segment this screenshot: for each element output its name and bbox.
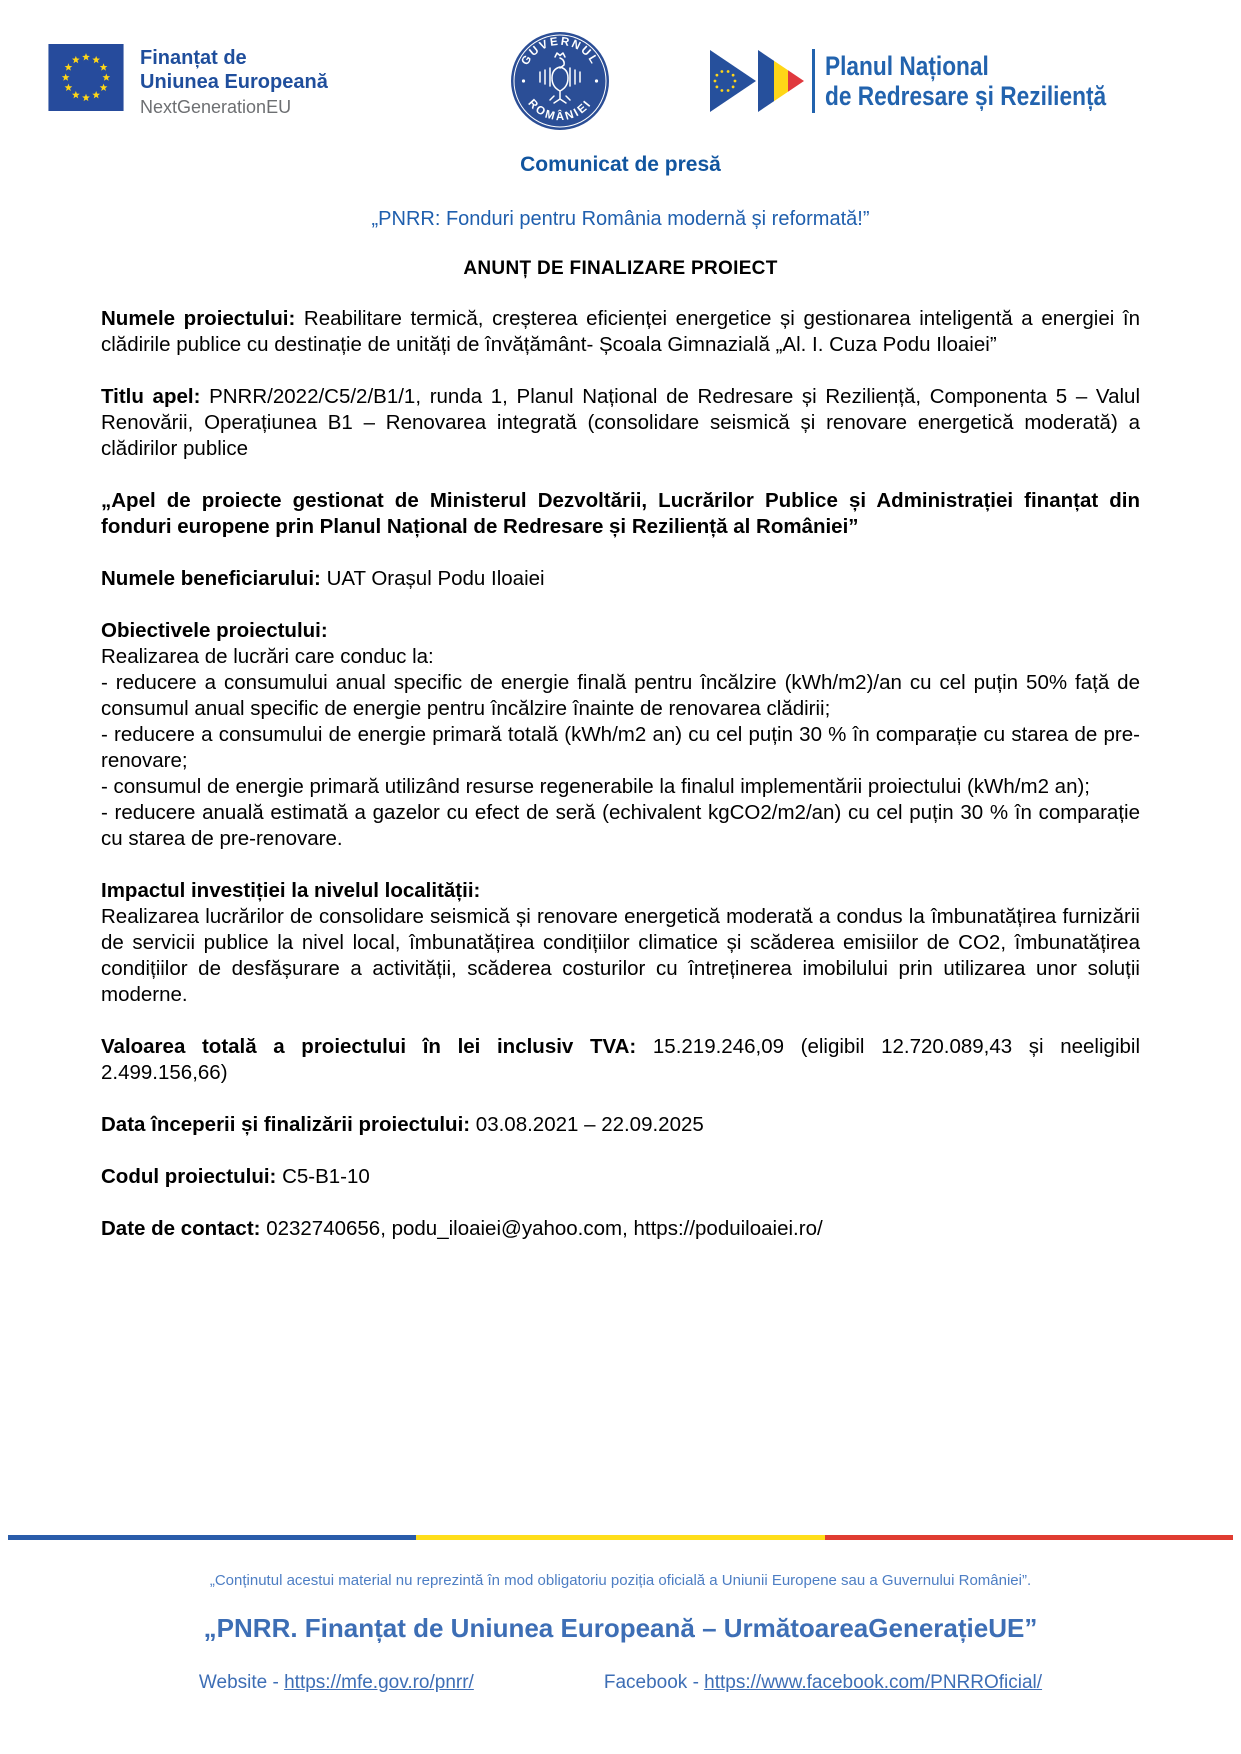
eu-funded-line2: Uniunea Europeană [140, 71, 328, 93]
beneficiary-label: Numele beneficiarului: [101, 567, 321, 590]
project-dates-paragraph [101, 1112, 1140, 1138]
facebook-label: Facebook - [603, 1672, 699, 1693]
total-value-amount: 15.219.246,09 (eligibil 12.720.089,43 și neeligibil 2.499.156,66) [101, 1035, 1141, 1084]
call-title-paragraph [101, 384, 1140, 462]
beneficiary-paragraph [101, 566, 1140, 592]
call-title-value: PNRR/2022/C5/2/B1/1, runda 1, Planul Național de Redresare și Reziliență, Componenta 5 – Valul Renovării, Operațiunea B1 – Renovarea integrată (consolidare seismică și renovare energetică moderată) a clădirilor publice [101, 385, 1140, 460]
pnrr-logo-text [825, 51, 1106, 111]
project-dates-label: Data începerii și finalizării proiectului: [101, 1113, 471, 1136]
project-code-value: C5-B1-10 [282, 1165, 370, 1188]
tricolor-yellow-segment [416, 1535, 824, 1540]
objective-item-3: - consumul de energie primară utilizând resurse regenerabile la finalul implementării proiectului (kWh/m2 an); [101, 775, 1091, 798]
objectives-intro: Realizarea de lucrări care conduc la: [101, 645, 434, 668]
facebook-link-group [604, 1672, 1042, 1694]
website-link-group [199, 1672, 474, 1694]
total-value-label: Valoarea totală a proiectului în lei inclusiv TVA: [101, 1035, 637, 1058]
impact-heading: Impactul investiției la nivelul localității: [101, 879, 481, 902]
project-code-label: Codul proiectului: [101, 1165, 277, 1188]
objective-item-4: - reducere anuală estimată a gazelor cu efect de seră (echivalent kgCO2/m2/an) cu cel puțin 30 % în comparație cu starea de pre-renovare. [101, 801, 1140, 850]
beneficiary-value: UAT Orașul Podu Iloaiei [326, 567, 545, 590]
project-code-paragraph [101, 1164, 1140, 1190]
objective-item-1: - reducere a consumului anual specific de energie finală pentru încălzire (kWh/m2)/an cu cel puțin 50% față de consumul anual specific de energie pentru încălzire înainte de renovarea clădirii; [101, 671, 1140, 720]
page-title: Comunicat de presă [520, 153, 721, 176]
project-name-label: Numele proiectului: [101, 307, 296, 330]
seal-text-top: GUVERNUL [519, 35, 601, 68]
announcement-title: ANUNȚ DE FINALIZARE PROIECT [463, 258, 778, 279]
impact-paragraph: Realizarea lucrărilor de consolidare seismică și renovare energetică moderată a condus la îmbunatățirea furnizării de servicii publice la nivel local, îmbunatățirea condițiilor climatice și scăderea emisiilor de CO2, îmbunatățirea condițiilor de desfășurare a activității, scăderea costurilor cu întreținerea imobilului prin utilizarea unor soluții moderne. [101, 905, 1140, 1006]
eu-flag-icon [48, 44, 124, 111]
header-logos [0, 0, 1241, 135]
eu-funded-logo [48, 44, 328, 120]
pnrr-logo-line2: de Redresare și Reziliență [825, 81, 1107, 111]
objective-item-2: - reducere a consumului de energie primară totală (kWh/m2 an) cu cel puțin 30 % în comparație cu starea de pre-renovare; [101, 723, 1140, 772]
romanian-government-seal [510, 31, 610, 131]
pnrr-logo-divider [812, 49, 815, 113]
seal-text-bottom: ROMÂNIEI [525, 97, 595, 124]
call-title-label: Titlu apel: [101, 385, 201, 408]
contact-value: 0232740656, podu_iloaiei@yahoo.com, https://poduiloaiei.ro/ [266, 1217, 823, 1240]
page-footer [0, 1535, 1241, 1694]
pnrr-motto: „PNRR: Fonduri pentru România modernă și reformată!” [371, 208, 870, 230]
eu-nextgeneration-label: NextGenerationEU [140, 97, 292, 117]
eu-funded-line1: Finanțat de [140, 47, 247, 69]
facebook-link[interactable]: https://www.facebook.com/PNRROficial/ [704, 1672, 1043, 1693]
project-name-value: Reabilitare termică, creșterea eficienței energetice și gestionarea inteligentă a energiei în clădirile publice cu destinație de unități de învățământ- Școala Gimnazială „Al. I. Cuza Podu Iloaiei” [101, 307, 1140, 356]
pnrr-logo-line1: Planul Național [825, 51, 989, 81]
website-label: Website - [198, 1672, 279, 1693]
tricolor-divider [8, 1535, 1233, 1540]
tricolor-blue-segment [8, 1535, 416, 1540]
contact-paragraph [101, 1216, 1140, 1242]
document-body [101, 153, 1140, 1242]
website-link[interactable]: https://mfe.gov.ro/pnrr/ [284, 1672, 474, 1693]
pnrr-arrows-icon [710, 49, 806, 113]
tricolor-red-segment [825, 1535, 1233, 1540]
pnrr-logo [710, 49, 1160, 113]
footer-slogan: „PNRR. Finanțat de Uniunea Europeană – UrmătoareaGenerațieUE” [203, 1613, 1038, 1643]
project-dates-value: 03.08.2021 – 22.09.2025 [475, 1113, 704, 1136]
eu-logo-text [140, 44, 328, 120]
footer-links [0, 1672, 1241, 1694]
project-name-paragraph [101, 306, 1140, 358]
total-value-paragraph [101, 1034, 1140, 1086]
contact-label: Date de contact: [101, 1217, 261, 1240]
objectives-heading: Obiectivele proiectului: [101, 619, 328, 642]
footer-disclaimer: „Conținutul acestui material nu reprezintă în mod obligatoriu poziția oficială a Uniunii Europene sau a Guvernului României”. [209, 1572, 1032, 1589]
managed-by-paragraph: „Apel de proiecte gestionat de Ministerul Dezvoltării, Lucrărilor Publice și Administrației finanțat din fonduri europene prin Planul Național de Redresare și Reziliență al României” [101, 489, 1140, 538]
